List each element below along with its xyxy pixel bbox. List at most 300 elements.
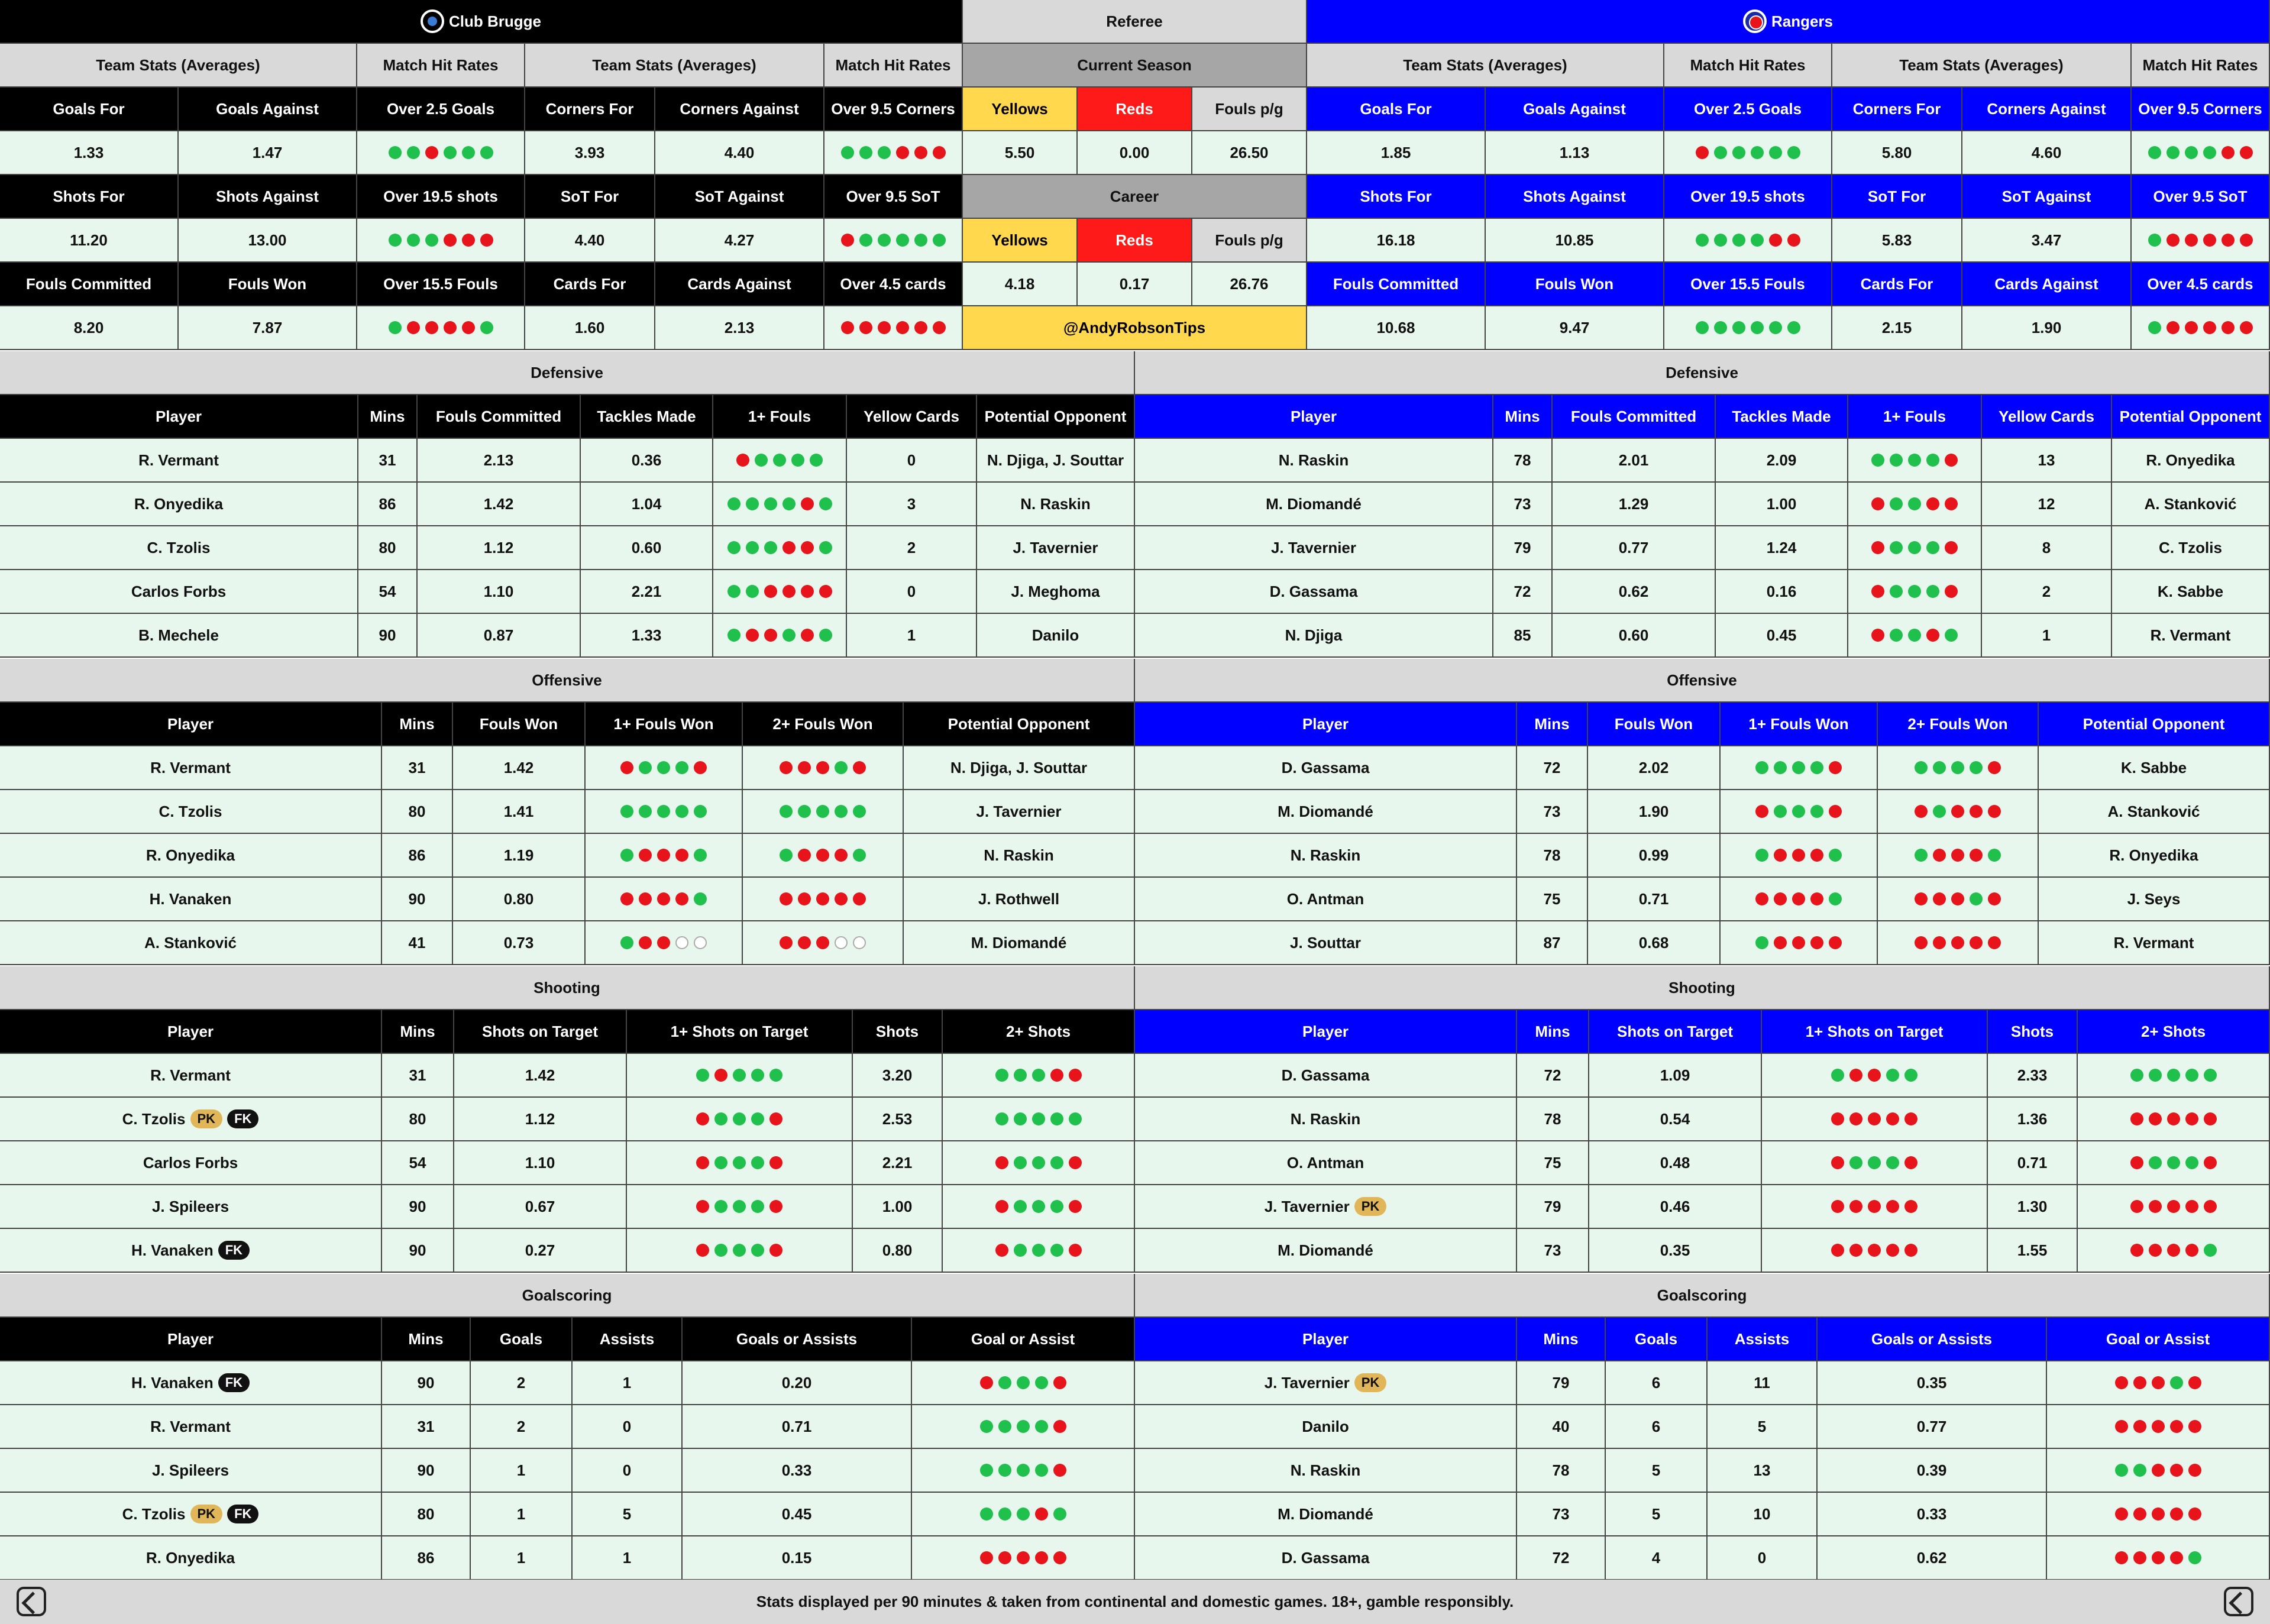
miss-dot — [1915, 805, 1928, 818]
table-cell: 0.16 — [1716, 570, 1848, 614]
hit-dot — [1849, 1156, 1862, 1169]
miss-dot — [2115, 1420, 2128, 1433]
hit-rate-dots — [1878, 834, 2039, 878]
miss-dot — [769, 1244, 782, 1257]
miss-dot — [2149, 1112, 2162, 1125]
player-name: B. Mechele — [138, 626, 219, 644]
miss-dot — [2152, 1464, 2165, 1477]
miss-dot — [896, 146, 909, 159]
career-header: Career — [963, 175, 1307, 219]
table-cell: 1.00 — [853, 1185, 943, 1229]
column-header: Potential Opponent — [904, 703, 1135, 746]
miss-dot — [2222, 146, 2235, 159]
column-header: Goals or Assists — [1818, 1318, 2047, 1361]
column-header: Shots — [853, 1010, 943, 1054]
miss-dot — [2185, 1200, 2198, 1213]
hit-rate-dots — [627, 1185, 853, 1229]
miss-dot — [2185, 234, 2198, 247]
hit-dot — [1014, 1112, 1027, 1125]
hit-rate-dots — [943, 1229, 1135, 1273]
stat-value: 10.68 — [1307, 306, 1486, 350]
miss-dot — [2152, 1507, 2165, 1521]
table-cell: 2.53 — [853, 1098, 943, 1141]
miss-dot — [2170, 1420, 2183, 1433]
table-cell: J. Tavernier — [977, 526, 1135, 570]
miss-dot — [1926, 629, 1939, 642]
player-cell — [0, 1098, 382, 1141]
player-cell — [0, 921, 382, 965]
miss-dot — [1970, 849, 1983, 862]
hit-dot — [791, 454, 804, 467]
column-header: 2+ Shots — [2078, 1010, 2270, 1054]
stat-value: 3.47 — [1962, 219, 2132, 263]
stat-label: Over 9.5 Corners — [824, 88, 963, 131]
table-cell: 41 — [382, 921, 453, 965]
stat-label: Corners For — [525, 88, 655, 131]
hit-dot — [389, 146, 402, 159]
column-header: Shots on Target — [1589, 1010, 1762, 1054]
table-cell: 0.71 — [1588, 878, 1721, 921]
column-header: Shots — [1988, 1010, 2078, 1054]
hit-dot — [1755, 936, 1768, 949]
table-cell: 1.10 — [454, 1141, 627, 1185]
player-name: J. Souttar — [1290, 933, 1361, 952]
table-cell: 1.33 — [581, 614, 713, 658]
table-cell: K. Sabbe — [2039, 746, 2270, 790]
section-title: Defensive — [0, 351, 1135, 395]
hit-dot — [425, 234, 438, 247]
table-cell: 13 — [1708, 1449, 1818, 1493]
hit-rate-dots — [743, 921, 904, 965]
table-cell: 0.62 — [1818, 1536, 2047, 1580]
hit-dot — [1908, 454, 1921, 467]
hit-dot — [810, 454, 823, 467]
table-cell: 1.00 — [1716, 483, 1848, 526]
miss-dot — [980, 1551, 993, 1564]
table-cell: 80 — [358, 526, 418, 570]
miss-dot — [995, 1244, 1008, 1257]
miss-dot — [1933, 936, 1946, 949]
column-header: Mins — [1517, 1318, 1606, 1361]
table-cell: 1 — [471, 1493, 573, 1536]
table-cell: 0.71 — [1988, 1141, 2078, 1185]
table-cell: 72 — [1493, 570, 1553, 614]
table-cell: 90 — [358, 614, 418, 658]
hit-dot — [733, 1112, 746, 1125]
hit-dot — [878, 146, 891, 159]
miss-dot — [1886, 1112, 1899, 1125]
player-name: D. Gassama — [1281, 1548, 1370, 1567]
rangers-crest-icon — [1743, 9, 1767, 33]
miss-dot — [1868, 1069, 1881, 1082]
table-cell: 0.35 — [1818, 1361, 2047, 1405]
miss-dot — [425, 321, 438, 334]
column-header: Tackles Made — [1716, 395, 1848, 439]
hit-dot — [853, 805, 866, 818]
hit-rate-dots — [1878, 746, 2039, 790]
hit-dot — [1014, 1156, 1027, 1169]
brand-logo-icon — [17, 1587, 46, 1616]
hit-dot — [1926, 454, 1939, 467]
table-cell: N. Djiga, J. Souttar — [977, 439, 1135, 483]
column-header: Yellow Cards — [847, 395, 977, 439]
stat-label: Cards Against — [1962, 263, 2132, 306]
table-cell: 0.39 — [1818, 1449, 2047, 1493]
miss-dot — [2203, 321, 2216, 334]
table-cell: 75 — [1517, 1141, 1589, 1185]
miss-dot — [819, 585, 832, 598]
table-cell: 1 — [471, 1449, 573, 1493]
table-cell: 0.20 — [683, 1361, 912, 1405]
player-name: J. Tavernier — [1264, 1373, 1350, 1392]
hit-dot — [1886, 1069, 1899, 1082]
table-cell: N. Raskin — [904, 834, 1135, 878]
stat-label: Goals Against — [1486, 88, 1664, 131]
miss-dot — [1810, 936, 1823, 949]
hit-dot — [1890, 541, 1903, 554]
stat-label: SoT Against — [1962, 175, 2132, 219]
hit-dot — [444, 146, 457, 159]
miss-dot — [657, 936, 670, 949]
hit-rate-dots — [1848, 570, 1982, 614]
miss-dot — [2152, 1420, 2165, 1433]
hit-dot — [933, 234, 946, 247]
column-header: Shots on Target — [454, 1010, 627, 1054]
column-header: 1+ Fouls Won — [1721, 703, 1878, 746]
hit-dot — [841, 146, 854, 159]
miss-dot — [2204, 1112, 2217, 1125]
table-cell: 80 — [382, 1098, 454, 1141]
miss-dot — [980, 1376, 993, 1389]
hit-dot — [755, 454, 768, 467]
hit-dot — [639, 805, 652, 818]
miss-dot — [780, 936, 793, 949]
miss-dot — [1933, 849, 1946, 862]
home-team-name: Club Brugge — [449, 12, 541, 30]
section-title: Shooting — [0, 966, 1135, 1010]
miss-dot — [1904, 1112, 1917, 1125]
player-name: Carlos Forbs — [143, 1153, 238, 1172]
match-hit-rates-header: Match Hit Rates — [1664, 44, 1832, 88]
player-cell — [1135, 1405, 1517, 1449]
hit-rate-dots — [2132, 131, 2270, 175]
column-header: Mins — [358, 395, 418, 439]
player-cell — [0, 1493, 382, 1536]
hit-dot — [998, 1507, 1011, 1521]
stat-value: 16.18 — [1307, 219, 1486, 263]
miss-dot — [1829, 761, 1842, 774]
table-cell: 4 — [1606, 1536, 1708, 1580]
hit-dot — [1890, 497, 1903, 510]
miss-dot — [1970, 805, 1983, 818]
table-cell: 10 — [1708, 1493, 1818, 1536]
hit-rate-dots — [1878, 790, 2039, 834]
miss-dot — [1988, 892, 2001, 905]
miss-dot — [1774, 892, 1787, 905]
table-cell: J. Tavernier — [904, 790, 1135, 834]
hit-dot — [819, 629, 832, 642]
stat-label: Goals Against — [179, 88, 357, 131]
stat-label: Shots Against — [1486, 175, 1664, 219]
miss-dot — [2204, 1156, 2217, 1169]
miss-dot — [2185, 1112, 2198, 1125]
hit-rate-dots — [586, 921, 743, 965]
miss-dot — [2166, 321, 2180, 334]
miss-dot — [801, 585, 814, 598]
hit-dot — [480, 146, 493, 159]
hit-dot — [1032, 1069, 1045, 1082]
column-header: Fouls Committed — [1553, 395, 1716, 439]
hit-rate-dots — [1721, 878, 1878, 921]
player-cell — [0, 878, 382, 921]
hit-rate-dots — [824, 131, 963, 175]
table-cell: 1 — [573, 1361, 683, 1405]
column-header: Goal or Assist — [2047, 1318, 2270, 1361]
table-cell: 0.80 — [853, 1229, 943, 1273]
hit-dot — [1908, 541, 1921, 554]
hit-dot — [2149, 1156, 2162, 1169]
miss-dot — [696, 1156, 709, 1169]
hit-dot — [1050, 1156, 1063, 1169]
hit-rate-dots — [2078, 1141, 2270, 1185]
section-title: Shooting — [1135, 966, 2270, 1010]
miss-dot — [1904, 1156, 1917, 1169]
table-cell: 0.87 — [418, 614, 581, 658]
miss-dot — [914, 146, 927, 159]
hit-rate-dots — [1878, 921, 2039, 965]
miss-dot — [798, 761, 811, 774]
hit-rate-dots — [2047, 1405, 2270, 1449]
hit-dot — [714, 1156, 727, 1169]
hit-dot — [1908, 629, 1921, 642]
column-header: Goals or Assists — [683, 1318, 912, 1361]
hit-rate-dots — [943, 1054, 1135, 1098]
hit-dot — [1035, 1464, 1048, 1477]
table-cell: 0.71 — [683, 1405, 912, 1449]
section-title: Goalscoring — [0, 1274, 1135, 1318]
table-cell: 79 — [1517, 1185, 1589, 1229]
hit-dot — [780, 849, 793, 862]
hit-dot — [1032, 1244, 1045, 1257]
miss-dot — [714, 1069, 727, 1082]
hit-dot — [714, 1200, 727, 1213]
section-title: Offensive — [0, 659, 1135, 703]
table-cell: 31 — [358, 439, 418, 483]
player-name: R. Vermant — [150, 1066, 231, 1084]
miss-dot — [639, 849, 652, 862]
column-header: Assists — [573, 1318, 683, 1361]
hit-rate-dots — [1762, 1054, 1988, 1098]
table-cell: 40 — [1517, 1405, 1606, 1449]
miss-dot — [675, 849, 688, 862]
stat-value: 1.47 — [179, 131, 357, 175]
hit-dot — [853, 849, 866, 862]
miss-dot — [1886, 1244, 1899, 1257]
player-name: N. Raskin — [1278, 451, 1349, 469]
miss-dot — [782, 585, 796, 598]
hit-dot — [1732, 321, 1745, 334]
player-name: M. Diomandé — [1278, 1505, 1373, 1523]
footer-text: Stats displayed per 90 minutes & taken from continental and domestic games. 18+, gamble responsibly. — [756, 1593, 1514, 1610]
miss-dot — [1831, 1112, 1844, 1125]
miss-dot — [2188, 1420, 2201, 1433]
miss-dot — [1926, 497, 1939, 510]
miss-dot — [736, 454, 749, 467]
miss-dot — [620, 761, 633, 774]
hit-dot — [733, 1156, 746, 1169]
miss-dot — [1868, 1244, 1881, 1257]
penalty-taker-badge: PK — [1354, 1373, 1387, 1392]
reds-label: Reds — [1078, 88, 1192, 131]
column-header: Mins — [1493, 395, 1553, 439]
table-cell: 1 — [471, 1536, 573, 1580]
table-cell: 3 — [847, 483, 977, 526]
miss-dot — [2185, 321, 2198, 334]
miss-dot — [816, 761, 829, 774]
hit-rate-dots — [1762, 1141, 1988, 1185]
player-cell — [1135, 834, 1517, 878]
stat-value: 4.60 — [1962, 131, 2132, 175]
fouls-label: Fouls p/g — [1192, 219, 1307, 263]
hit-dot — [998, 1376, 1011, 1389]
table-cell: 0.68 — [1588, 921, 1721, 965]
hit-dot — [2185, 1156, 2198, 1169]
hit-dot — [1792, 761, 1805, 774]
hit-dot — [727, 629, 741, 642]
miss-dot — [1050, 1069, 1063, 1082]
hit-dot — [878, 234, 891, 247]
hit-rate-dots — [2078, 1098, 2270, 1141]
career-fouls: 26.76 — [1192, 263, 1307, 306]
column-header: Player — [1135, 703, 1517, 746]
player-name: C. Tzolis — [122, 1109, 186, 1128]
table-cell: 90 — [382, 1229, 454, 1273]
hit-dot — [751, 1244, 764, 1257]
miss-dot — [2133, 1376, 2146, 1389]
miss-dot — [1053, 1551, 1066, 1564]
stat-value: 2.13 — [655, 306, 824, 350]
hit-dot — [1014, 1069, 1027, 1082]
season-yellows: 5.50 — [963, 131, 1078, 175]
hit-dot — [2148, 234, 2161, 247]
hit-dot — [2149, 1069, 2162, 1082]
miss-dot — [1069, 1200, 1082, 1213]
table-cell: R. Vermant — [2039, 921, 2270, 965]
table-cell: 78 — [1517, 1449, 1606, 1493]
table-cell: 0.46 — [1589, 1185, 1762, 1229]
hit-dot — [2130, 1069, 2143, 1082]
table-cell: 31 — [382, 746, 453, 790]
table-cell: 2.01 — [1553, 439, 1716, 483]
table-cell: C. Tzolis — [2112, 526, 2270, 570]
hit-dot — [751, 1200, 764, 1213]
table-cell: 73 — [1517, 1493, 1606, 1536]
player-name: O. Antman — [1286, 1153, 1364, 1172]
table-cell: 87 — [1517, 921, 1588, 965]
current-season-header: Current Season — [963, 44, 1307, 88]
miss-dot — [914, 321, 927, 334]
player-cell — [0, 483, 358, 526]
stat-value: 7.87 — [179, 306, 357, 350]
miss-dot — [1915, 892, 1928, 905]
player-name: R. Onyedika — [145, 846, 235, 864]
hit-dot — [835, 805, 848, 818]
table-cell: 0.60 — [1553, 614, 1716, 658]
player-cell — [1135, 746, 1517, 790]
hit-dot — [2170, 1376, 2183, 1389]
miss-dot — [696, 1112, 709, 1125]
team-stats-header: Team Stats (Averages) — [525, 44, 824, 88]
miss-dot — [2188, 1376, 2201, 1389]
team-stats-header: Team Stats (Averages) — [1832, 44, 2132, 88]
stat-label: Shots Against — [179, 175, 357, 219]
column-header: Goals — [1606, 1318, 1708, 1361]
table-cell: 3.20 — [853, 1054, 943, 1098]
column-header: Fouls Committed — [418, 395, 581, 439]
hit-dot — [914, 234, 927, 247]
column-header: Mins — [382, 1010, 454, 1054]
penalty-taker-badge: PK — [190, 1505, 223, 1523]
hit-rate-dots — [2132, 219, 2270, 263]
player-name: H. Vanaken — [131, 1241, 214, 1259]
hit-dot — [2148, 146, 2161, 159]
hit-dot — [1831, 1069, 1844, 1082]
player-cell — [1135, 1185, 1517, 1229]
player-cell — [0, 570, 358, 614]
player-cell — [1135, 1229, 1517, 1273]
player-name: Danilo — [1302, 1417, 1349, 1435]
stat-label: Shots For — [0, 175, 179, 219]
miss-dot — [1945, 497, 1958, 510]
table-cell: Danilo — [977, 614, 1135, 658]
player-name: C. Tzolis — [159, 802, 222, 820]
hit-rate-dots — [824, 219, 963, 263]
player-cell — [0, 746, 382, 790]
table-cell: 1.36 — [1988, 1098, 2078, 1141]
stat-value: 1.90 — [1962, 306, 2132, 350]
player-cell — [0, 790, 382, 834]
miss-dot — [696, 1244, 709, 1257]
hit-dot — [714, 1244, 727, 1257]
column-header: Mins — [382, 703, 453, 746]
table-cell: 78 — [1517, 834, 1588, 878]
player-name: R. Onyedika — [145, 1548, 235, 1567]
column-header: 2+ Fouls Won — [1878, 703, 2039, 746]
empty-dot — [694, 936, 707, 949]
hit-dot — [751, 1069, 764, 1082]
hit-rate-dots — [2047, 1449, 2270, 1493]
miss-dot — [1849, 1200, 1862, 1213]
hit-dot — [1774, 805, 1787, 818]
table-cell: 0 — [847, 439, 977, 483]
hit-rate-dots — [357, 131, 525, 175]
table-cell: 72 — [1517, 1536, 1606, 1580]
hit-dot — [2133, 1464, 2146, 1477]
hit-dot — [835, 761, 848, 774]
hit-rate-dots — [1762, 1229, 1988, 1273]
table-cell: 0.73 — [453, 921, 586, 965]
miss-dot — [2133, 1507, 2146, 1521]
table-cell: 0.67 — [454, 1185, 627, 1229]
miss-dot — [1053, 1376, 1066, 1389]
miss-dot — [933, 146, 946, 159]
hit-dot — [751, 1156, 764, 1169]
column-header: Tackles Made — [581, 395, 713, 439]
hit-dot — [727, 585, 741, 598]
miss-dot — [1069, 1244, 1082, 1257]
hit-rate-dots — [713, 526, 847, 570]
stat-value: 4.40 — [655, 131, 824, 175]
